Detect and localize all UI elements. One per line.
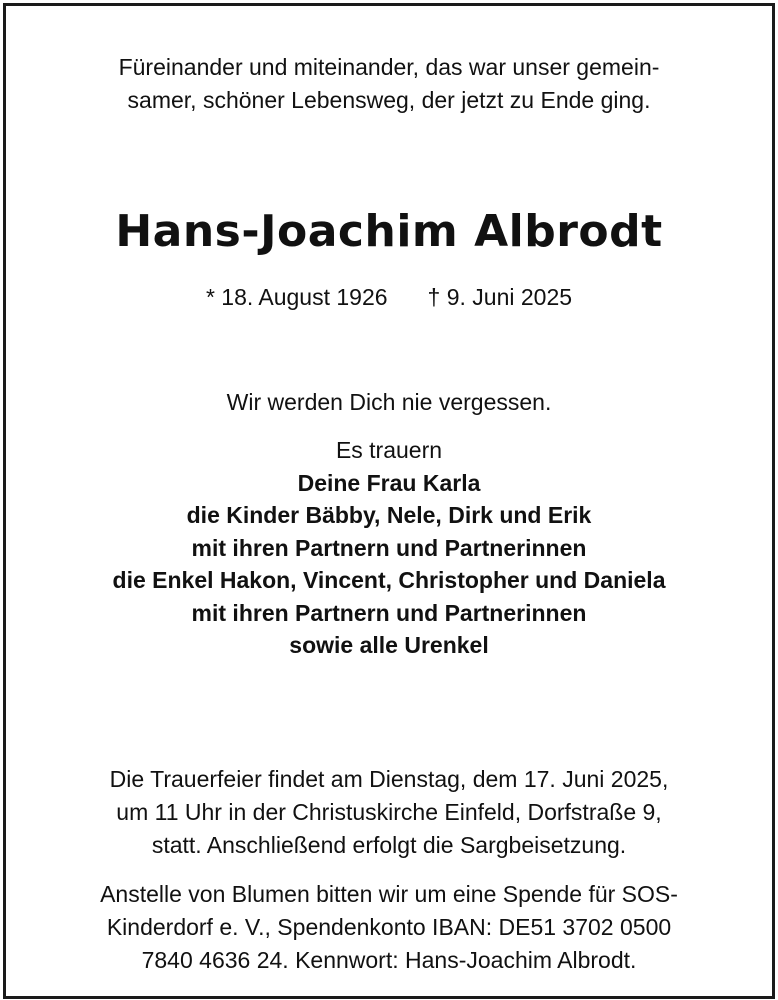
funeral-line: um 11 Uhr in der Christuskirche Einfeld, Dorfstraße 9, [116,799,662,825]
quote-line: Füreinander und miteinander, das war unser gemein- [118,54,660,80]
funeral-line: Die Trauerfeier findet am Dienstag, dem 17. Juni 2025, [109,766,669,792]
funeral-details [6,763,772,862]
donation-line: Kinderdorf e. V., Spendenkonto IBAN: DE51 3702 0500 [106,914,672,940]
donation-request [6,878,772,977]
donation-line: Anstelle von Blumen bitten wir um eine Spende für SOS- [100,881,678,907]
opening-quote [6,51,772,117]
mourner-line: die Enkel Hakon, Vincent, Christopher und Daniela [112,567,666,593]
mourners-intro: Es trauern [335,437,443,463]
deceased-name: Hans-Joachim Albrodt [115,206,663,257]
death-date: † 9. Juni 2025 [427,284,573,310]
birth-date: * 18. August 1926 [205,284,388,310]
mourner-line: Deine Frau Karla [297,469,481,496]
mourner-line: sowie alle Urenkel [289,632,489,658]
funeral-line: statt. Anschließend erfolgt die Sargbeisetzung. [151,832,627,858]
mourners-list [6,434,772,662]
quote-line: samer, schöner Lebensweg, der jetzt zu Ende ging. [127,87,651,113]
mourner-line: die Kinder Bäbby, Nele, Dirk und Erik [186,502,592,528]
donation-line: 7840 4636 24. Kennwort: Hans-Joachim Albrodt. [141,947,637,973]
mourner-line: mit ihren Partnern und Partnerinnen [191,534,587,561]
life-dates [6,281,772,313]
mourner-line: mit ihren Partnern und Partnerinnen [191,599,587,626]
obituary-notice [3,3,775,999]
never-forget-line: Wir werden Dich nie vergessen. [226,389,552,415]
